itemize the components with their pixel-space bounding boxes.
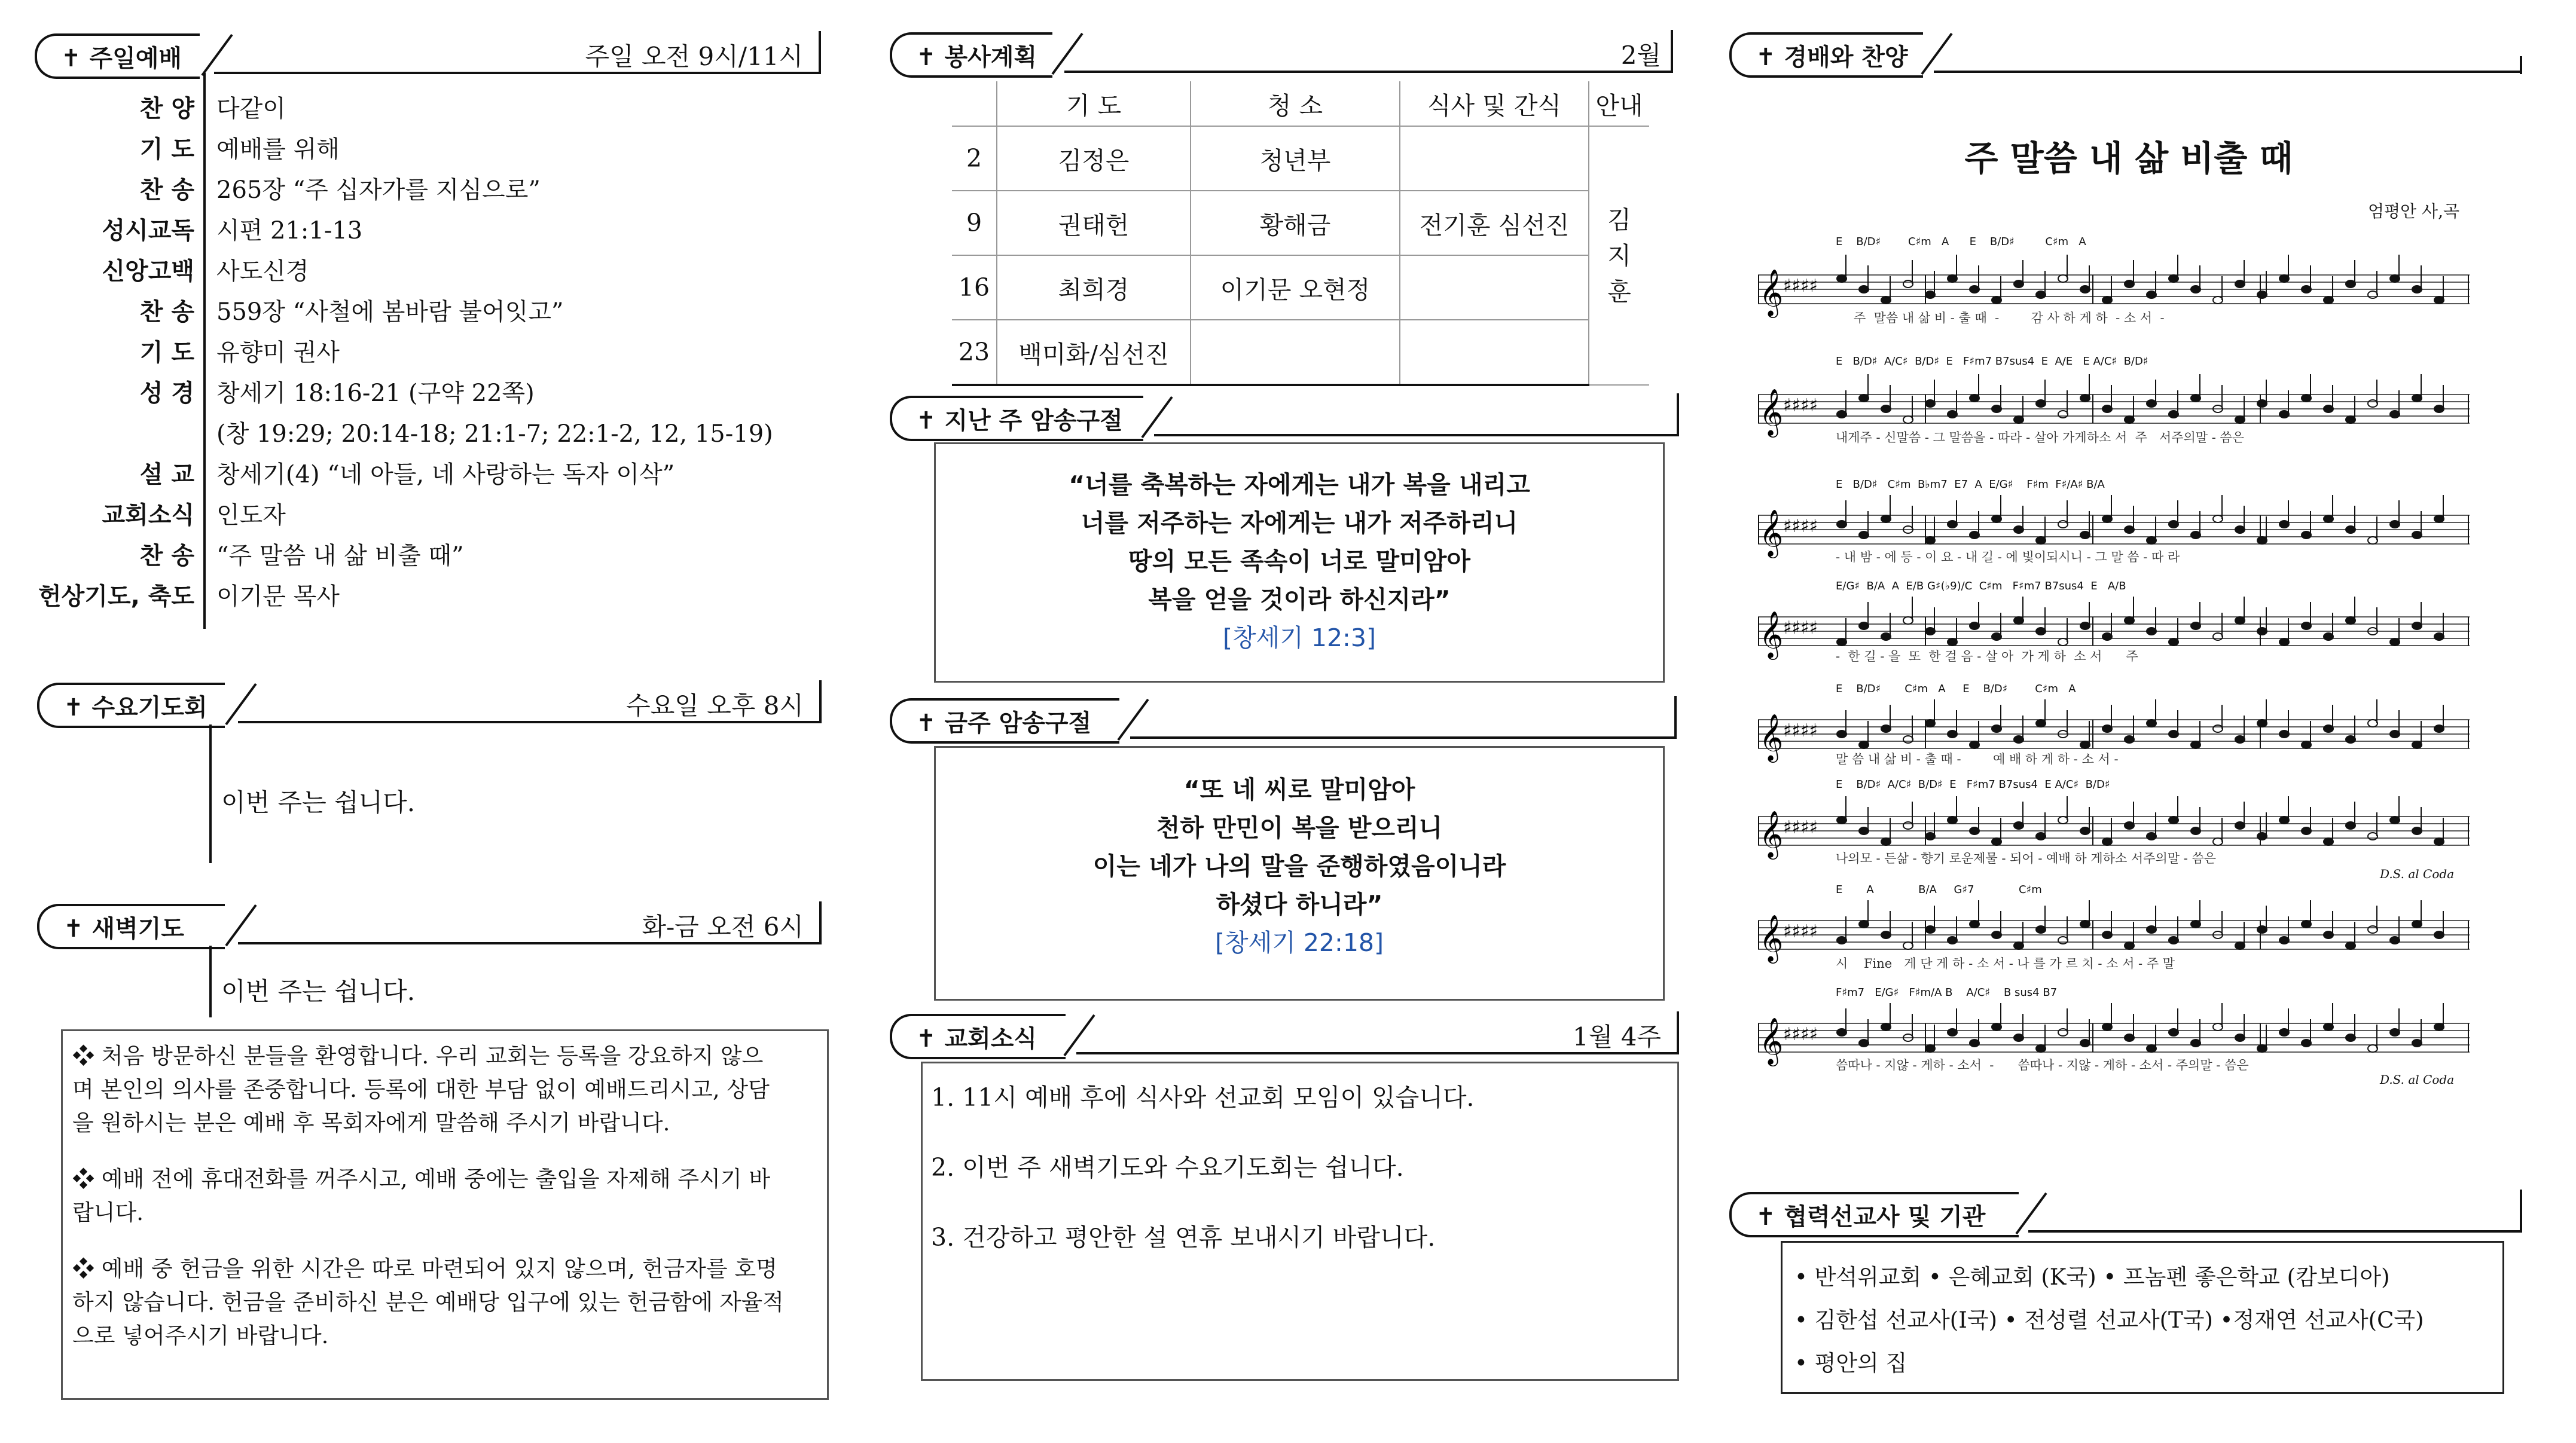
ds-mark: D.S. al Coda — [2380, 1072, 2455, 1087]
order-label: 기 도 — [139, 339, 194, 366]
lyric-line: 나의모 - 든삶 - 향기 로운제물 - 되어 - 예배 하 게하소 서주의말 - 씀은 — [1836, 851, 2217, 866]
notice-box — [61, 1029, 829, 1400]
treble-clef-icon: 𝄞 — [1759, 714, 1784, 761]
verse-line: “또 네 씨로 말미암아 — [1183, 775, 1415, 804]
chord-line: E B/D♯ C♯m A E B/D♯ C♯m A — [1836, 683, 2076, 695]
header-slash-icon — [1136, 393, 1178, 440]
notice-paragraph: ❖ 처음 방문하신 분들을 환영합니다. 우리 교회는 등록을 강요하지 않으 며 본인의 의사를 존중합니다. 등록에 대한 부담 없이 예배드리시고, 상담 을 원하시는 분은 예배 후 목회자에게 말씀해 주시기 바랍니다. — [72, 1043, 770, 1136]
order-value: 창세기(4) “네 아들, 네 사랑하는 독자 이삭” — [216, 461, 675, 488]
order-label: 찬 양 — [139, 95, 194, 123]
service-day: 2 — [952, 126, 997, 191]
dawn-text: 이번 주는 쉽니다. — [221, 977, 416, 1006]
last-verse-box — [934, 442, 1665, 683]
sharp-icon: ♯♯♯♯ — [1783, 720, 1818, 741]
dawn-time: 화-금 오전 6시 — [642, 912, 804, 941]
dawn-title: ✝ 새벽기도 — [37, 904, 225, 949]
sharp-icon: ♯♯♯♯ — [1783, 276, 1818, 296]
verse-reference: [창세기 12:3] — [1223, 623, 1376, 652]
service-col-prayer: 기 도 — [997, 81, 1191, 126]
header-slash-icon — [1058, 1011, 1100, 1058]
chord-line: F♯m7 E/G♯ F♯m/A B A/C♯ B sus4 B7 — [1836, 986, 2058, 999]
this-verse-box — [934, 746, 1665, 1001]
sunday-header — [35, 33, 821, 75]
missions-title: ✝ 협력선교사 및 기관 — [1729, 1192, 2019, 1237]
service-header — [890, 32, 1673, 74]
treble-clef-icon: 𝄞 — [1759, 811, 1784, 858]
chord-line: E/G♯ B/A A E/B G♯(♭9)/C C♯m F♯m7 B7sus4 E A/B — [1836, 580, 2126, 592]
last-verse-title: ✝ 지난 주 암송구절 — [890, 396, 1143, 441]
verse-line: 복을 얻을 것이라 하신지라” — [1148, 585, 1451, 614]
order-label: 성 경 — [139, 380, 194, 407]
guide-char: 김 — [1607, 205, 1631, 234]
service-prayer: 백미화/심선진 — [997, 320, 1191, 385]
worship-header — [1729, 32, 2522, 74]
news-item: 1. 11시 예배 후에 식사와 선교회 모임이 있습니다. — [931, 1083, 1475, 1112]
wednesday-title: ✝ 수요기도회 — [37, 683, 225, 728]
last-verse-header — [890, 396, 1679, 438]
news-box — [921, 1062, 1679, 1381]
verse-line: 땅의 모든 족속이 너로 말미암아 — [1128, 547, 1470, 576]
service-day: 23 — [952, 320, 997, 385]
header-slash-icon — [220, 901, 262, 948]
guide-char: 훈 — [1607, 277, 1631, 306]
order-value: 예배를 위해 — [216, 136, 340, 163]
header-slash-icon — [220, 680, 262, 727]
service-cleaning: 황해금 — [1191, 191, 1400, 255]
dawn-divider — [209, 946, 212, 1017]
table-row — [952, 191, 1649, 255]
header-slash-icon — [1046, 30, 1088, 77]
chord-line: E A B/A G♯7 C♯m — [1836, 883, 2042, 896]
wednesday-divider — [209, 724, 212, 863]
wednesday-text: 이번 주는 쉽니다. — [221, 788, 416, 817]
service-meal — [1400, 320, 1589, 385]
lyric-line: - 내 밤 - 에 등 - 이 요 - 내 길 - 에 빛이되시니 - 그 말 씀 - 따 라 — [1836, 550, 2180, 564]
wednesday-header — [37, 683, 822, 724]
service-prayer: 권태헌 — [997, 191, 1191, 255]
worship-title: ✝ 경배와 찬양 — [1729, 32, 1923, 78]
order-label: 헌상기도, 축도 — [38, 583, 194, 610]
treble-clef-icon: 𝄞 — [1759, 389, 1784, 436]
news-item: 2. 이번 주 새벽기도와 수요기도회는 쉽니다. — [931, 1153, 1404, 1182]
header-slash-icon — [1112, 696, 1154, 742]
order-label: 기 도 — [139, 136, 194, 163]
order-value: 559장 “사철에 봄바람 불어잇고” — [216, 298, 564, 326]
verse-line: 이는 네가 나의 말을 준행하였음이니라 — [1092, 852, 1506, 881]
service-guide — [1589, 126, 1649, 385]
order-value: 이기문 목사 — [216, 583, 340, 610]
service-cleaning: 청년부 — [1191, 126, 1400, 191]
notice-paragraph: ❖ 예배 중 헌금을 위한 시간은 따로 마련되어 있지 않으며, 헌금자를 호명 하지 않습니다. 헌금을 준비하신 분은 예배당 입구에 있는 헌금함에 자율적 으로 넣어주시기 바랍니다. — [72, 1256, 784, 1349]
sunday-order-divider — [203, 73, 206, 629]
treble-clef-icon: 𝄞 — [1759, 1017, 1784, 1065]
service-meal — [1400, 126, 1589, 191]
chord-line: E B/D♯ C♯m A E B/D♯ C♯m A — [1836, 236, 2086, 248]
header-slash-icon — [1916, 30, 1958, 77]
service-prayer: 최희경 — [997, 255, 1191, 320]
chord-line: E B/D♯ C♯m B♭m7 E7 A E/G♯ F♯m F♯/A♯ B/A — [1836, 478, 2105, 491]
order-value: 창세기 18:16-21 (구약 22쪽) — [216, 380, 535, 407]
sunday-order-labels — [24, 90, 194, 628]
missions-box — [1781, 1241, 2504, 1394]
wednesday-time: 수요일 오후 8시 — [626, 691, 804, 720]
sharp-icon: ♯♯♯♯ — [1783, 395, 1818, 416]
treble-clef-icon: 𝄞 — [1759, 269, 1784, 316]
service-day: 9 — [952, 191, 997, 255]
table-row — [952, 320, 1649, 385]
lyric-line: 씀따나 - 지않 - 게하 - 소서 - 씀따나 - 지않 - 게하 - 소서 - 주의말 - 씀은 — [1836, 1058, 2249, 1072]
service-col-cleaning: 청 소 — [1191, 81, 1400, 126]
service-table — [952, 81, 1649, 386]
news-date: 1월 4주 — [1573, 1022, 1661, 1051]
service-meal: 전기훈 심선진 — [1400, 191, 1589, 255]
treble-clef-icon: 𝄞 — [1759, 509, 1784, 557]
order-label: 교회소식 — [102, 502, 194, 529]
order-value: 시편 21:1-13 — [216, 217, 363, 244]
chord-line: E B/D♯ A/C♯ B/D♯ E F♯m7 B7sus4 E A/C♯ B/D♯ — [1836, 778, 2110, 791]
lyric-line: 내게주 - 신말씀 - 그 말씀을 - 따라 - 살아 가게하소 서 주 서주의말 - 씀은 — [1836, 430, 2245, 445]
service-col-guide: 안내 — [1589, 81, 1649, 126]
order-label: 성시교독 — [102, 217, 194, 244]
service-cleaning — [1191, 320, 1400, 385]
order-value: 265장 “주 십자가를 지심으로” — [216, 176, 541, 204]
order-label: 신앙고백 — [102, 258, 194, 285]
sharp-icon: ♯♯♯♯ — [1783, 1024, 1818, 1045]
order-value: “주 말씀 내 삶 비출 때” — [216, 542, 464, 570]
order-value: 다같이 — [216, 95, 286, 123]
sunday-title: ✝ 주일예배 — [35, 33, 200, 79]
sheet-annotations — [1758, 221, 2470, 1112]
sunday-time: 주일 오전 9시/11시 — [585, 42, 803, 71]
service-title: ✝ 봉사계획 — [890, 32, 1052, 78]
lyric-line: 시 Fine 게 단 게 하 - 소 서 - 나 를 가 르 치 - 소 서 - 주 말 — [1836, 956, 2175, 971]
missions-line: • 김한섭 선교사(I국) • 전성렬 선교사(T국) •정재연 선교사(C국) — [1794, 1307, 2424, 1333]
sharp-icon: ♯♯♯♯ — [1783, 617, 1818, 638]
order-value: 사도신경 — [216, 258, 309, 285]
order-label: 찬 송 — [139, 542, 194, 570]
lyric-line: 말 씀 내 삶 비 - 출 때 - 예 배 하 게 하 - 소 서 - — [1836, 752, 2119, 766]
order-label: 찬 송 — [139, 176, 194, 204]
missions-line: • 반석위교회 • 은혜교회 (K국) • 프놈펜 좋은학교 (캄보디아) — [1794, 1264, 2390, 1290]
verse-reference: [창세기 22:18] — [1215, 928, 1384, 957]
service-cleaning: 이기문 오현정 — [1191, 255, 1400, 320]
table-row — [952, 126, 1649, 191]
order-value: (창 19:29; 20:14-18; 21:1-7; 22:1-2, 12, 15-19) — [216, 420, 773, 448]
treble-clef-icon: 𝄞 — [1759, 915, 1784, 962]
treble-clef-icon: 𝄞 — [1759, 611, 1784, 658]
header-slash-icon — [196, 31, 238, 78]
verse-line: 하셨다 하니라” — [1216, 890, 1383, 919]
ds-mark: D.S. al Coda — [2380, 867, 2455, 881]
order-label: 설 교 — [139, 461, 194, 488]
verse-line: 천하 만민이 복을 받으리니 — [1156, 814, 1443, 842]
service-month: 2월 — [1620, 41, 1661, 70]
verse-line: 너를 저주하는 자에게는 내가 저주하리니 — [1081, 509, 1518, 537]
service-day: 16 — [952, 255, 997, 320]
order-value: 유향미 권사 — [216, 339, 340, 366]
verse-line: “너를 축복하는 자에게는 내가 복을 내리고 — [1069, 470, 1530, 499]
header-slash-icon — [2010, 1190, 2052, 1236]
lyric-line: 주 말씀 내 삶 비 - 출 때 - 감 사 하 게 하 - 소 서 - — [1854, 311, 2165, 325]
guide-char: 지 — [1607, 241, 1631, 270]
news-header — [890, 1014, 1679, 1056]
song-title: 주 말씀 내 삶 비출 때 — [1964, 138, 2293, 179]
service-meal — [1400, 255, 1589, 320]
service-col-meal: 식사 및 간식 — [1400, 81, 1589, 126]
chord-line: E B/D♯ A/C♯ B/D♯ E F♯m7 B7sus4 E A/E E A/C♯ B/D♯ — [1836, 355, 2148, 368]
sharp-icon: ♯♯♯♯ — [1783, 817, 1818, 838]
news-title: ✝ 교회소식 — [890, 1014, 1066, 1059]
order-value: 인도자 — [216, 502, 286, 529]
news-item: 3. 건강하고 평안한 설 연휴 보내시기 바랍니다. — [931, 1223, 1436, 1252]
notice-paragraph: ❖ 예배 전에 휴대전화를 꺼주시고, 예배 중에는 출입을 자제해 주시기 바 랍니다. — [72, 1166, 771, 1225]
missions-header — [1729, 1192, 2522, 1234]
order-label: 찬 송 — [139, 298, 194, 326]
service-prayer: 김정은 — [997, 126, 1191, 191]
sharp-icon: ♯♯♯♯ — [1783, 921, 1818, 942]
lyric-line: - 한 길 - 을 또 한 걸 음 - 살 아 가 게 하 소 서 주 — [1836, 649, 2138, 664]
sharp-icon: ♯♯♯♯ — [1783, 516, 1818, 537]
missions-line: • 평안의 집 — [1794, 1350, 1907, 1376]
this-verse-title: ✝ 금주 암송구절 — [890, 698, 1119, 744]
sunday-order-values — [216, 90, 814, 628]
table-row — [952, 255, 1649, 320]
song-composer: 엄평안 사,곡 — [2368, 201, 2460, 221]
dawn-header — [37, 904, 822, 946]
this-verse-header — [890, 698, 1677, 740]
